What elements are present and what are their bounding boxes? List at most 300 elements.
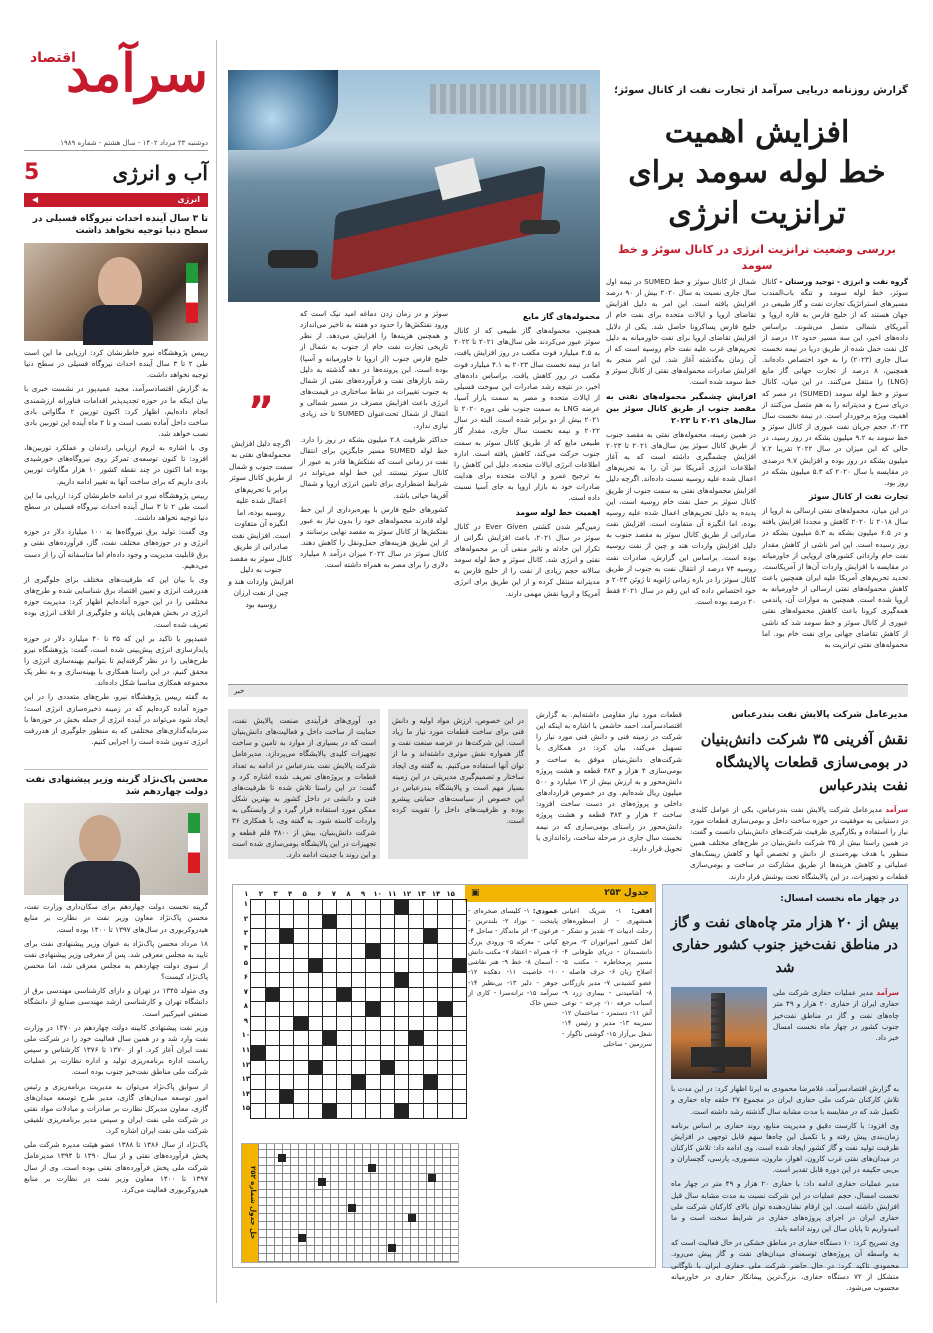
row-header: ۵ xyxy=(243,958,248,967)
crossword-cell[interactable] xyxy=(308,929,322,944)
crossword-cell[interactable] xyxy=(452,1016,466,1031)
crossword-cell[interactable] xyxy=(323,1016,337,1031)
crossword-cell[interactable] xyxy=(452,1002,466,1017)
crossword-cell[interactable] xyxy=(337,1016,351,1031)
crossword-cell[interactable] xyxy=(308,958,322,973)
crossword-cell[interactable] xyxy=(279,1002,293,1017)
crossword-cell[interactable] xyxy=(251,1060,265,1075)
row-header: ۸ xyxy=(243,1002,248,1011)
crossword-cell[interactable] xyxy=(409,1075,423,1090)
crossword-cell[interactable] xyxy=(366,943,380,958)
col-header: ۸ xyxy=(346,890,351,898)
crossword-cell[interactable] xyxy=(279,1104,293,1119)
crossword-cell[interactable] xyxy=(351,943,365,958)
crossword-cell[interactable] xyxy=(251,1046,265,1061)
crossword-cell[interactable] xyxy=(438,973,452,988)
crossword-cell[interactable] xyxy=(251,1089,265,1104)
crossword-cell[interactable] xyxy=(265,900,279,915)
crossword-cell[interactable] xyxy=(423,1002,437,1017)
crossword-cell[interactable] xyxy=(409,929,423,944)
crossword-cell[interactable] xyxy=(337,958,351,973)
crossword-cell[interactable] xyxy=(351,1104,365,1119)
row-header: ۶ xyxy=(243,973,248,982)
crossword-cell[interactable] xyxy=(323,1075,337,1090)
crossword-clues xyxy=(465,885,655,1267)
crossword-cell[interactable] xyxy=(380,1060,394,1075)
across-clues: افقی: ۱- شریک اعیانی همشهری - از اسطوره‌های رحلت ادبیات ۲- تقدیر و تشکر - اهل کشور امپراتوران ۳- مرجع دانشمندان - دریای طوفانی ۴- مسیر پرمخاطره - مکتب ۵- اصلاح زبان ۶- حرف فاصله - عضو کشیدنی ۷- مدیر بازرگانی ۸- آشامیدنی - بیماری زرد ۹- اسباب حرفه ۱۰- چرخه - نوعی آش ۱۱- دستمزد - ساختمان ۱۲- سبزینه ۱۳- مدیر و رئیس ۱۴- شغل بی‌آزار ۱۵- گوشتی ناگوار - سرزمین - ساحلی xyxy=(562,907,653,1048)
crossword-cell[interactable] xyxy=(265,1046,279,1061)
crossword-cell[interactable] xyxy=(337,1075,351,1090)
crossword-cell[interactable] xyxy=(351,1031,365,1046)
section-title: آب و انرژی xyxy=(112,160,208,185)
crossword-cell[interactable] xyxy=(380,943,394,958)
section-tag: انرژی ◀ xyxy=(24,193,208,207)
article-col-1: گروه نفت و انرژی - توحید ورستان - کانال سوئز، خط لوله سومد و تنگه باب‌المندب مسیرهای استراتژیک تجارت نفت و گاز طبیعی در جهان هستند که از خلیج فارس به قاره اروپا و آمریکای شمالی متصل می‌شوند. براساس داده‌های اخیر، این سه مسیر حدود ۱۲ درصد از کل نفت حمل شده از طریق دریا در نیمه نخست سال جاری (۲۰۲۳) را به خود اختصاص داده‌اند. همچنین، ۸ درصد از تجارت جهانی گاز مایع (LNG) را منتقل می‌کنند. در این میان، کانال سوئز و خط لوله سومد (SUMED) در مصر که دریای سرخ و مدیترانه را به هم متصل می‌کنند از اهمیت ویژه برخوردار است. در نیمه نخست سال ۲۰۲۳، حجم جریان نفت عبوری از کانال سوئز و خط سومد به ۹.۲ میلیون بشکه در روز رسید، در حالی که این میزان در سال ۲۰۲۲ تقریبا ۷.۲ میلیون بشکه در روز بوده و افزایش ۹.۷ درصدی در مقایسه با سال ۲۰۲۰ که ۵.۳ میلیون بشکه در روز بود. تجارت نفت از کانال سوئز در این میان، محموله‌های نفتی ارسالی به اروپا از سال ۲۰۱۸ تا ۲۰۲۰ کاهش و مجددا افزایش یافته و در ۶.۵ میلیون بشکه به ۵.۳ میلیون بشکه در روز رسیده است. این امر ناشی از کاهش مقدار نفت خام وارداتی کشورهای اروپایی از خاورمیانه در مقایسه با افزایش واردات آن‌ها از آمریکاست. تحدید تحریم‌های آمریکا علیه ایران همچنین باعث کاهش محموله‌های نفتی ارسالی از خاورمیانه به اروپا شده است. همچنین به موازات آن، پاندمی همه‌گیری کرونا باعث کاهش محموله‌های نفتی عبوری از کانال سوئز و خط سومد شد که ناشی از کاهش تقاضای جهانی برای نفت خام بود. اما محموله‌های نفتی ترانزیت به xyxy=(762,277,909,649)
solution-grid xyxy=(258,1144,458,1262)
down-clues: عمودی: ۱- کلیسای صخره‌ای - پایتخت - نوزاد ۲- بلندترین - فرعون ۳- اثر ماندگار - ساحل ۴- کیانی - معرکه ۵- ورودی بزرگ ۶- همراه - اعتقاد ۷- مکتب دانش - آسمان ۸- خط ۹- هنر نقاشی ۱۰- خاصیت ۱۱- دهکده ۱۲- جوهر - دلیر ۱۳- بی‌نظیر ۱۴- سرآمد ۱۵- ترانه‌سرا - کاری از جنس خاک xyxy=(468,907,559,1008)
tugboat xyxy=(268,250,318,268)
crossword-cell[interactable] xyxy=(265,914,279,929)
crossword-cell[interactable] xyxy=(452,987,466,1002)
crossword-cell[interactable] xyxy=(308,973,322,988)
solution-black-cell xyxy=(298,1234,306,1242)
crossword-cell[interactable] xyxy=(323,1089,337,1104)
crossword-cell[interactable] xyxy=(380,914,394,929)
crossword-cell[interactable] xyxy=(438,1104,452,1119)
crossword-cell[interactable] xyxy=(308,1075,322,1090)
crossword-cell[interactable] xyxy=(409,1031,423,1046)
crossword-cell[interactable] xyxy=(251,943,265,958)
crossword-cell[interactable] xyxy=(265,973,279,988)
crossword-cell[interactable] xyxy=(423,1016,437,1031)
crossword-cell[interactable] xyxy=(323,1031,337,1046)
crossword-cell[interactable] xyxy=(380,1016,394,1031)
crossword-cell[interactable] xyxy=(423,1031,437,1046)
crossword-cell[interactable] xyxy=(294,973,308,988)
crossword-cell[interactable] xyxy=(452,900,466,915)
crossword-cell[interactable] xyxy=(337,914,351,929)
drilling-kicker: در چهار ماه نخست امسال: xyxy=(780,894,899,904)
crossword-cell[interactable] xyxy=(323,943,337,958)
left-sidebar xyxy=(24,40,208,1303)
crossword-cell[interactable] xyxy=(323,1046,337,1061)
crossword-cell[interactable] xyxy=(395,987,409,1002)
tag-arrow-icon: ◀ xyxy=(32,195,39,205)
crossword-cell[interactable] xyxy=(380,900,394,915)
drilling-intro: سرآمد مدیر عملیات حفاری شرکت ملی حفاری ایران از حفاری ۲۰ هزار و ۴۹ متر چاه‌های نفت و گاز در مناطق نفت‌خیز جنوب کشور در چهار ماه نخست امسال خبر داد. xyxy=(773,988,900,1042)
crossword-cell[interactable] xyxy=(265,1104,279,1119)
crossword-cell[interactable] xyxy=(337,1031,351,1046)
crossword-cell[interactable] xyxy=(366,900,380,915)
crossword-cell[interactable] xyxy=(279,958,293,973)
col-header: ۷ xyxy=(331,890,336,898)
crossword-cell[interactable] xyxy=(279,1031,293,1046)
crossword-cell[interactable] xyxy=(308,1089,322,1104)
crossword-cell[interactable] xyxy=(308,914,322,929)
band-tag: خبر xyxy=(228,685,908,697)
crossword-cell[interactable] xyxy=(423,958,437,973)
crossword-cell[interactable] xyxy=(395,1002,409,1017)
crossword-cell[interactable] xyxy=(337,1060,351,1075)
crossword-cell[interactable] xyxy=(438,1046,452,1061)
crossword-cell[interactable] xyxy=(294,1089,308,1104)
crossword-cell[interactable] xyxy=(366,987,380,1002)
crossword-cell[interactable] xyxy=(452,973,466,988)
crossword-cell[interactable] xyxy=(308,943,322,958)
row-header: ۱۴ xyxy=(241,1089,251,1098)
crossword-cell[interactable] xyxy=(323,987,337,1002)
crossword-cell[interactable] xyxy=(423,1089,437,1104)
crossword-cell[interactable] xyxy=(351,1089,365,1104)
crossword-cell[interactable] xyxy=(380,1089,394,1104)
crossword-cell[interactable] xyxy=(251,1104,265,1119)
crossword-cell[interactable] xyxy=(279,973,293,988)
crossword-cell[interactable] xyxy=(265,1016,279,1031)
band-title: نقش آفرینی ۳۵ شرکت دانش‌بنیان در بومی‌سازی قطعات پالایشگاه نفت بندرعباس xyxy=(700,731,908,795)
col-header: ۴ xyxy=(287,890,293,898)
crossword-cell[interactable] xyxy=(452,1075,466,1090)
crossword-cell[interactable] xyxy=(279,943,293,958)
solution-black-cell xyxy=(428,1174,436,1182)
news1-title: تا ۳ سال آینده احداث نیروگاه فسیلی در سطح دنیا توجیه نخواهد داشت xyxy=(32,213,208,236)
crossword-cell[interactable] xyxy=(438,914,452,929)
crossword-cell[interactable] xyxy=(380,1002,394,1017)
crossword-cell[interactable] xyxy=(366,1046,380,1061)
col-header: ۱۴ xyxy=(431,890,441,898)
crossword-cell[interactable] xyxy=(423,1060,437,1075)
city-skyline xyxy=(430,84,590,114)
crossword-cell[interactable] xyxy=(294,914,308,929)
crossword-cell[interactable] xyxy=(366,1002,380,1017)
crossword-cell[interactable] xyxy=(265,943,279,958)
crossword-cell[interactable] xyxy=(265,987,279,1002)
row-numbers xyxy=(242,899,251,1119)
crossword-cell[interactable] xyxy=(423,929,437,944)
crossword-cell[interactable] xyxy=(395,1060,409,1075)
crossword-cell[interactable] xyxy=(323,973,337,988)
crossword-cell[interactable] xyxy=(265,1002,279,1017)
crossword-cell[interactable] xyxy=(351,914,365,929)
crossword-cell[interactable] xyxy=(438,1031,452,1046)
crossword-cell[interactable] xyxy=(380,1104,394,1119)
crossword-cell[interactable] xyxy=(308,1031,322,1046)
crossword-cell[interactable] xyxy=(265,1060,279,1075)
col-header: ۲ xyxy=(258,890,264,898)
news2-photo xyxy=(24,803,208,895)
row-header: ۱۲ xyxy=(241,1060,251,1069)
crossword-cell[interactable] xyxy=(395,1104,409,1119)
crossword-cell[interactable] xyxy=(294,1075,308,1090)
crossword-cell[interactable] xyxy=(438,958,452,973)
band-col-2: قطعات مورد نیاز مقاومی داشته‌ایم. به گزارش اقتصادسرآمد، احمد خاشعی با اشاره به اینکه این شرکت در زمینه فنی و دانش فنی مورد نیاز را تسهیل می‌کند، بیان کرد: در همکاری با شرکت‌های دانش‌بنیان موفق به ساخت و بومی‌سازی ۴ هزار و ۳۸۳ قطعه و هشت پروژه دانش‌محور و به ارزش بیش از ۱۳ میلیارد و ۵۰۰ میلیون ریال شده‌ایم. وی در خصوص قراردادهای داخلی و پروژه‌های در دست ساخت افزود: ساخت ۲ هزار و ۳۸۳ قطعه و هشت پروژه دانش‌محور در راستای بومی‌سازی که در نیمه نخست سال جاری در مرحله ساخت، راه‌اندازی یا تحویل قرار دارند. xyxy=(536,710,682,853)
crossword-cell[interactable] xyxy=(380,1046,394,1061)
row-header: ۴ xyxy=(243,943,248,952)
band-col-4: دو، آوری‌های فرآیندی صنعت پالایش نفت، حمایت از ساخت داخل و فعالیت‌های دانش‌بنیان است که در بسیاری از موارد به تامین و ساخت تجهیزات کلیدی پالایشگاه می‌پردازد. مدیرعامل شرکت پالایش نفت بندرعباس در ادامه به تعداد قطعات و پروژه‌های تعریف شده اشاره کرد و گفت: در این راستا تلاش شده تا ظرفیت‌های فنی و دانشی در داخل کشور به بهترین شکل ممکن مورد استفاده قرار گیرد و از وابستگی به واردات کاسته شود. به گفته وی، با همکاری ۳۶ شرکت دانش‌بنیان، بیش از ۳۸۰۰ قلم قطعه و تجهیزات در این پالایشگاه بومی‌سازی شده است و این روند با جدیت ادامه دارد. xyxy=(228,709,380,859)
col-header: ۶ xyxy=(317,890,322,898)
crossword-cell[interactable] xyxy=(452,943,466,958)
news1-photo xyxy=(24,243,208,341)
crossword-cell[interactable] xyxy=(409,973,423,988)
crossword-cell[interactable] xyxy=(308,1104,322,1119)
crossword-cell[interactable] xyxy=(380,987,394,1002)
crossword-cell[interactable] xyxy=(423,973,437,988)
crossword-cell[interactable] xyxy=(395,929,409,944)
column-divider xyxy=(216,40,217,1303)
crossword-cell[interactable] xyxy=(337,973,351,988)
crossword-cell[interactable] xyxy=(380,973,394,988)
col-header: ۱۵ xyxy=(446,890,455,898)
crossword-cell[interactable] xyxy=(279,1016,293,1031)
crossword-cell[interactable] xyxy=(409,943,423,958)
section-header xyxy=(24,157,208,189)
crossword-cell[interactable] xyxy=(366,958,380,973)
col-header: ۵ xyxy=(302,890,307,898)
crossword-cell[interactable] xyxy=(395,1075,409,1090)
crossword-cell[interactable] xyxy=(265,929,279,944)
crossword-cell[interactable] xyxy=(351,900,365,915)
crossword-cell[interactable] xyxy=(294,900,308,915)
crossword-cell[interactable] xyxy=(337,1104,351,1119)
crossword-label: جدول ۲۵۳ ▣ xyxy=(465,885,655,902)
col-header: ۳ xyxy=(273,890,278,898)
crossword-cell[interactable] xyxy=(279,900,293,915)
crossword-cell[interactable] xyxy=(351,987,365,1002)
drilling-title: بیش از ۲۰ هزار متر چاه‌های نفت و گاز در مناطق نفت‌خیز جنوب کشور حفاری شد xyxy=(671,915,899,976)
crossword-cell[interactable] xyxy=(251,958,265,973)
col-header: ۹ xyxy=(360,890,366,898)
crossword-cell[interactable] xyxy=(438,943,452,958)
col-header: ۱ xyxy=(244,890,249,898)
crossword-cell[interactable] xyxy=(279,914,293,929)
article-col-3: محموله‌های گاز مایع همچنین، محموله‌های گاز طبیعی که از کانال سوئز عبور می‌کردند طی سال‌های ۲۰۲۱ تا ۲۰۲۲ به ۴.۵ میلیارد فوت مکعب در روز افزایش یافت، اما در نیمه نخست سال ۲۰۲۳ به ۴.۱ میلیارد فوت مکعب در روز کاهش یافت. براساس داده‌های اخیر، در نتیجه رشد صادرات این سوخت فسیلی از ایالات متحده و مصر به سمت بازار آسیا، عرضه LNG به سمت جنوب طی دوره ۲۰۲۰ تا ۲۰۲۱ بیش از دو برابر شده است. البته در سال ۲۰۲۲ و نیمه نخست سال جاری، مقدار گاز طبیعی مایع که از طریق کانال سوئز به سمت جنوب حرکت می‌کند، کاهش یافته است. اداره اطلاعات انرژی ایالات متحده، دلیل این کاهش را به ترجیح عمرو و ایالات متحده برای هدایت صادرات خود به بازار اروپا به جای آسیا نسبت داده است. اهمیت خط لوله سومد زمین‌گیر شدن کشتی Ever Given در کانال سوئز در سال ۲۰۲۱، باعث افزایش نگرانی از تکرار این حادثه و تاثیر منفی آن بر محموله‌های نفتی و انرژی شد. کانال سوئز و خط لوله سومد سالانه حجم زیادی از نفت را از خلیج فارس به مدیترانه منتقل کرده و از این طریق برای انرژی آمریکا و اروپا نقش مهمی دارند. xyxy=(454,312,601,598)
crossword-cell[interactable] xyxy=(308,1016,322,1031)
crossword-cell[interactable] xyxy=(294,1046,308,1061)
crossword-cell[interactable] xyxy=(308,1046,322,1061)
crossword-cell[interactable] xyxy=(279,987,293,1002)
drilling-body: به گزارش اقتصادسرآمد، غلامرضا محمودی به ایرنا اظهار کرد: در این مدت با تلاش کارکنان شرکت ملی حفاری ایران در مجموع ۲۷ حلقه چاه حفاری و تکمیل شد که در مقایسه با مدت مشابه سال گذشته رشد داشته است. وی افزود: با کارست دقیق و مدیریت منابع، روند حفاری بر اساس برنامه زمان‌بندی پیش رفته و با تکمیل این چاه‌ها سهم قابل توجهی در افزایش ظرفیت تولید نفت و گاز کشور ایجاد شده است. وی ادامه داد: تلاش کارکنان در میدان‌های نفتی غرب کارون، اهواز، مارون، منصوری، پارسی، گچساران و بی‌بی حکیمه در این دوره قابل تقدیر است. مدیر عملیات حفاری ادامه داد: با حفاری ۲۰ هزار و ۴۹ متر در چهار ماه نخست امسال، حجم عملیات در این شرکت نسبت به مدت مشابه سال قبل افزایش داشته است. این ارقام نشان‌دهنده توان بالای کارکنان شرکت ملی حفاری ایران در اجرای پروژه‌های حفاری در شرایط سخت است و ما امیدواریم تا پایان سال این روند ادامه یابد. وی تصریح کرد: ۱۰ دستگاه حفاری در مناطق خشکی در حال فعالیت است که به واسطه آن پروژه‌های توسعه‌ای میدان‌های نفت و گاز پیش می‌رود. محمودی تاکید کرد: در حال حاضر شرکت ملی حفاری ایران با ناوگانی متشکل از ۷۲ دستگاه حفاری، بزرگ‌ترین پیمانکار حفاری در خاورمیانه محسوب می‌شود. xyxy=(671,1084,900,1292)
band-col-1: سرآمد مدیرعامل شرکت پالایش نفت بندرعباس، یکی از عوامل کلیدی در دستیابی به موفقیت در حوزه ساخت داخل و بومی‌سازی قطعات مورد نیاز را استفاده و بکارگیری ظرفیت شرکت‌های دانش‌بنیان دانست و گفت: در همین راستا بیش از ۳۵ شرکت دانش‌بنیان در طرح‌های مختلف همین منظور با هدف بهره‌مندی از دانش و تخصص آنها و کاهش ریسک‌های عملیاتی و کاهش هزینه‌ها از طریق مشارکت در ساخت و بومی‌سازی قطعات و تجهیزات، در این پالایشگاه تحت پوشش قرار دارند. xyxy=(690,804,909,881)
crossword-cell[interactable] xyxy=(265,958,279,973)
crossword-cell[interactable] xyxy=(251,987,265,1002)
crossword-cell[interactable] xyxy=(380,1031,394,1046)
crossword-cell[interactable] xyxy=(438,1002,452,1017)
crossword-cell[interactable] xyxy=(308,1060,322,1075)
crossword-cell[interactable] xyxy=(423,900,437,915)
crossword-cell[interactable] xyxy=(452,929,466,944)
crossword-cell[interactable] xyxy=(294,929,308,944)
crossword-cell[interactable] xyxy=(423,914,437,929)
crossword-cell[interactable] xyxy=(452,914,466,929)
crossword-cell[interactable] xyxy=(279,1075,293,1090)
crossword-cell[interactable] xyxy=(351,1002,365,1017)
crossword-cell[interactable] xyxy=(323,1104,337,1119)
crossword-cell[interactable] xyxy=(366,1031,380,1046)
article-lead: بررسی وضعیت ترانزیت انرژی در کانال سوئز و خط سومد xyxy=(618,243,896,272)
crossword-cell[interactable] xyxy=(452,1060,466,1075)
crossword-cell[interactable] xyxy=(308,1002,322,1017)
crossword-cell[interactable] xyxy=(337,900,351,915)
crossword-cell[interactable] xyxy=(366,1089,380,1104)
crossword-cell[interactable] xyxy=(294,1031,308,1046)
crossword-cell[interactable] xyxy=(294,987,308,1002)
crossword-cell[interactable] xyxy=(409,987,423,1002)
crossword-cell[interactable] xyxy=(251,914,265,929)
crossword-cell[interactable] xyxy=(438,900,452,915)
crossword-cell[interactable] xyxy=(279,929,293,944)
crossword-cell[interactable] xyxy=(452,1089,466,1104)
article-title: افزایش اهمیت خط لوله سومد برای ترانزیت انرژی xyxy=(628,114,886,231)
crossword-cell[interactable] xyxy=(351,1075,365,1090)
crossword-cell[interactable] xyxy=(366,1016,380,1031)
crossword-cell[interactable] xyxy=(251,929,265,944)
crossword-cell[interactable] xyxy=(323,958,337,973)
crossword-cell[interactable] xyxy=(395,914,409,929)
article-kicker: گزارش روزنامه دریایی سرآمد از تجارت نفت از کانال سوئز؛ xyxy=(614,85,908,96)
crossword-table[interactable] xyxy=(250,899,467,1119)
band-news xyxy=(228,684,909,881)
solution-black-cell xyxy=(348,1204,356,1212)
crossword-cell[interactable] xyxy=(423,1104,437,1119)
crossword-cell[interactable] xyxy=(351,958,365,973)
crossword-cell[interactable] xyxy=(337,1089,351,1104)
row-header: ۹ xyxy=(243,1016,248,1025)
crossword-cell[interactable] xyxy=(337,1002,351,1017)
crossword-cell[interactable] xyxy=(294,1060,308,1075)
crossword-cell[interactable] xyxy=(409,958,423,973)
crossword-cell[interactable] xyxy=(251,1075,265,1090)
crossword-cell[interactable] xyxy=(251,973,265,988)
crossword-cell[interactable] xyxy=(395,973,409,988)
crossword-cell[interactable] xyxy=(409,1046,423,1061)
crossword-cell[interactable] xyxy=(395,1031,409,1046)
crossword-cell[interactable] xyxy=(395,943,409,958)
crossword-cell[interactable] xyxy=(395,1016,409,1031)
crossword-cell[interactable] xyxy=(395,900,409,915)
crossword-cell[interactable] xyxy=(251,1002,265,1017)
crossword-cell[interactable] xyxy=(380,1075,394,1090)
crossword-cell[interactable] xyxy=(438,1060,452,1075)
crossword-cell[interactable] xyxy=(251,1016,265,1031)
row-header: ۷ xyxy=(243,987,248,996)
crossword-cell[interactable] xyxy=(409,900,423,915)
solution-black-cell xyxy=(318,1178,326,1186)
crossword-cell[interactable] xyxy=(294,1016,308,1031)
crossword-cell[interactable] xyxy=(380,929,394,944)
crossword-cell[interactable] xyxy=(337,987,351,1002)
crossword-cell[interactable] xyxy=(323,914,337,929)
crossword-cell[interactable] xyxy=(279,1089,293,1104)
crossword-cell[interactable] xyxy=(294,1104,308,1119)
crossword-cell[interactable] xyxy=(438,1089,452,1104)
crossword-cell[interactable] xyxy=(366,973,380,988)
masthead-logo-sub: اقتصاد xyxy=(30,50,76,66)
article-headline-block xyxy=(606,84,908,274)
crossword-cell[interactable] xyxy=(423,1075,437,1090)
news1-body: رییس پژوهشگاه نیرو خاطرنشان کرد: ارزیابی ما این است طی ۲ تا ۳ سال آینده احداث نیروگاه فسیلی در سطح دنیا توجیه نخواهد داشت. به گزارش اقتصادسرآمد، مجید عمیدپور در نشست خبری با بیان اینکه ما در حوزه تجدیدپذیر اقدامات فناورانه ارزشمندی انجام داده‌ایم، اظهار کرد: اکنون توربین ۲ مگاواتی بادی ساخت داخل آماده نصب است و تا ۲ ماه آینده این توربین بادی نصب خواهد شد. وی با اشاره به لزوم ارزیابی راندمان و عملکرد توربین‌ها، افزود: تا کنون توسعه‌ی تمرکز روی نیروگاه‌های خورشیدی بوده اما اکنون در چند نقطه کشور ۱۰ هزار مگاوات توربین بادی داریم که برای ساخت آنها به تغییر ادامه داریم. رییس پژوهشگاه نیرو در ادامه خاطرنشان کرد: ارزیابی ما این است طی ۲ تا ۳ سال آینده احداث نیروگاه فسیلی در سطح دنیا توجیه نخواهد داشت. وی گفت: تولید برق نیروگاه‌ها به ۱۰۰ میلیارد دلار در حوزه انرژی و در حوزه‌های مختلف نفت، گاز، فرآورده‌های نفتی و برق قابلیت مدیریت و وجود داده‌ام اما متاسفانه آن را از دست می‌دهیم. وی با بیان این که طرفیت‌های مختلف برای جلوگیری از هدررفت انرژی و تعیین اقتصاد برق شناسایی شده و طرح‌های مختلفی را در این حوزه آماده‌ایم اظهار کرد: مدیریت حوزه انرژی در بخش هم‌هایی پایانه و جلوگیری از اتلاف انرژی بوده تعریف شده است. عمیدپور با تاکید بر این که ۳۵ تا ۴۰ میلیارد دلار در حوزه پایدارسازی انرژی پیش‌بینی شده است، گفت: پژوهشگاه نیرو طرح‌هایی را در نظر گرفته‌ایم تا بتوانیم بهینه‌سازی انرژی را محقق کنیم. در این راستا همکاری با بهینه‌سازی ‌و به نظر یک مجموعه همکاری مناسبا شکل داده‌اند. به گفته رییس پژوهشگاه نیرو، طرح‌های متعددی را در این حوزه آماده کرده‌ایم که در زمینه ذخیره‌سازی انرژی است؛ ایجاد شود می‌تواند در آینده انرژی از جمله بخش در حوزه‌ها با سرمایه‌گذاری‌های مختلفی که به منظور جلوگیری از هدررفت انرژی تدوین شده است را اجرایی کنیم. xyxy=(24,347,209,747)
crossword-cell[interactable] xyxy=(452,958,466,973)
crossword-cell[interactable] xyxy=(409,1016,423,1031)
crossword-cell[interactable] xyxy=(438,929,452,944)
crossword-cell[interactable] xyxy=(452,1046,466,1061)
row-header: ۱۵ xyxy=(241,1104,251,1113)
crossword-cell[interactable] xyxy=(409,1089,423,1104)
crossword-cell[interactable] xyxy=(423,1046,437,1061)
crossword-cell[interactable] xyxy=(323,1060,337,1075)
crossword-cell[interactable] xyxy=(279,1046,293,1061)
solution-black-cell xyxy=(278,1154,286,1162)
news2-body: گزینه نخست دولت چهاردهم برای سکان‌داری وزارت نفت، محسن پاک‌نژاد معاون وزیر نفت در نظارت بر منابع هیدروکربوری در سال‌های ۱۳۹۷ تا ۱۴۰۰ بوده است. ۱۸ مرداد محسن پاک‌نژاد به عنوان وزیر پیشنهادی نفت برای تایید به مجلس معرفی شد. پس از معرفی وزیر پیشنهادی نفت از سوی دولت چهاردهم به مجلس معرفی شد، اما محسن پاک‌نژاد کیست؟ وی متولد ۱۳۴۵ در تهران و دارای کارشناسی مهندسی برق از دانشگاه تهران و کارشناسی ارشد مهندسی صنایع از دانشگاه صنعتی امیرکبیر است. وزیر نفت پیشنهادی کابینه دولت چهاردهم در ۱۳۷۰ در وزارت نفت وارد شد و در همین سال فعالیت خود را در شرکت ملی نفت ایران آغاز کرد. او از ۱۳۷۰ تا ۱۳۷۶ کارشناس و سپس ریاست اداره برنامه‌ریزی تولید و اداره نظارت بر عملیات شرکت ملی مناطق نفت‌خیز جنوب بوده است. از سوابق پاک‌نژاد می‌توان به مدیریت برنامه‌ریزی و رئیس امور توسعه میدان‌های گازی، مدیر طرح توسعه میدان‌های گازی، معاون مدیرکل نظارت بر صادرات و مبادلات مواد نفتی در شرکت ملی نفت ایران و سپس مدیر برنامه‌ریزی تلفیقی شرکت ملی نفت ایران اشاره کرد. پاک‌نژاد از سال ۱۳۸۶ تا ۱۳۸۸ عضو هیئت مدیره شرکت ملی پخش فرآورده‌های نفتی و از سال ۱۳۹۰ تا ۱۳۹۴ مدیرعامل شرکت ملی پخش فرآورده‌های نفتی بوده است. وی از سال ۱۳۹۷ تا ۱۴۰۰ معاون وزیر نفت در نظارت بر منابع هیدروکربوری فعالیت می‌کرد. xyxy=(24,902,209,1194)
band-kicker: مدیرعامل شرکت پالایش نفت بندرعباس xyxy=(731,710,908,720)
crossword-cell[interactable] xyxy=(308,987,322,1002)
crossword-cell[interactable] xyxy=(251,900,265,915)
crossword-cell[interactable] xyxy=(294,943,308,958)
row-header: ۱۱ xyxy=(241,1046,251,1055)
crossword-cell[interactable] xyxy=(438,1016,452,1031)
crossword-cell[interactable] xyxy=(366,1060,380,1075)
crossword-cell[interactable] xyxy=(351,973,365,988)
crossword-cell[interactable] xyxy=(294,958,308,973)
crossword-grid[interactable] xyxy=(239,889,467,1119)
crossword-cell[interactable] xyxy=(395,958,409,973)
crossword-cell[interactable] xyxy=(337,1046,351,1061)
crossword-cell[interactable] xyxy=(265,1089,279,1104)
crossword-cell[interactable] xyxy=(409,914,423,929)
crossword-cell[interactable] xyxy=(409,1060,423,1075)
crossword-cell[interactable] xyxy=(308,900,322,915)
crossword-cell[interactable] xyxy=(423,987,437,1002)
crossword-cell[interactable] xyxy=(279,1060,293,1075)
main-photo xyxy=(228,70,600,302)
crossword-cell[interactable] xyxy=(337,943,351,958)
solution-black-cell xyxy=(388,1244,396,1252)
col-header: ۱۲ xyxy=(402,890,412,898)
crossword-cell[interactable] xyxy=(351,929,365,944)
brand-mark-icon: سرآمد xyxy=(873,988,900,998)
crossword-cell[interactable] xyxy=(423,943,437,958)
crossword-cell[interactable] xyxy=(366,1075,380,1090)
crossword-cell[interactable] xyxy=(323,1002,337,1017)
crossword-cell[interactable] xyxy=(438,987,452,1002)
divider xyxy=(24,769,208,770)
crossword-cell[interactable] xyxy=(395,1089,409,1104)
crossword-cell[interactable] xyxy=(380,958,394,973)
crossword-cell[interactable] xyxy=(351,1046,365,1061)
page-number: 5 xyxy=(24,160,40,186)
crossword-cell[interactable] xyxy=(409,1002,423,1017)
crossword-cell[interactable] xyxy=(265,1075,279,1090)
crossword-cell[interactable] xyxy=(438,1075,452,1090)
crossword-cell[interactable] xyxy=(323,900,337,915)
crossword-cell[interactable] xyxy=(337,929,351,944)
crossword-cell[interactable] xyxy=(366,914,380,929)
crossword-cell[interactable] xyxy=(366,1104,380,1119)
crossword-cell[interactable] xyxy=(294,1002,308,1017)
crossword-cell[interactable] xyxy=(251,1031,265,1046)
date-line: دوشنبه ۲۳ مرداد ۱۴۰۲ - سال هشتم - شماره ۱۹۸۹ xyxy=(24,138,208,151)
crossword-cell[interactable] xyxy=(409,1104,423,1119)
row-header: ۱۰ xyxy=(241,1031,251,1040)
crossword-cell[interactable] xyxy=(351,1060,365,1075)
crossword-cell[interactable] xyxy=(323,929,337,944)
crossword-cell[interactable] xyxy=(351,1016,365,1031)
crossword-cell[interactable] xyxy=(452,1031,466,1046)
tugboat xyxy=(520,220,560,234)
brand-mark-icon: سرآمد xyxy=(882,804,909,814)
crossword-cell[interactable] xyxy=(366,929,380,944)
crossword-cell[interactable] xyxy=(265,1031,279,1046)
crossword-cell[interactable] xyxy=(395,1046,409,1061)
crossword-cell[interactable] xyxy=(452,1104,466,1119)
